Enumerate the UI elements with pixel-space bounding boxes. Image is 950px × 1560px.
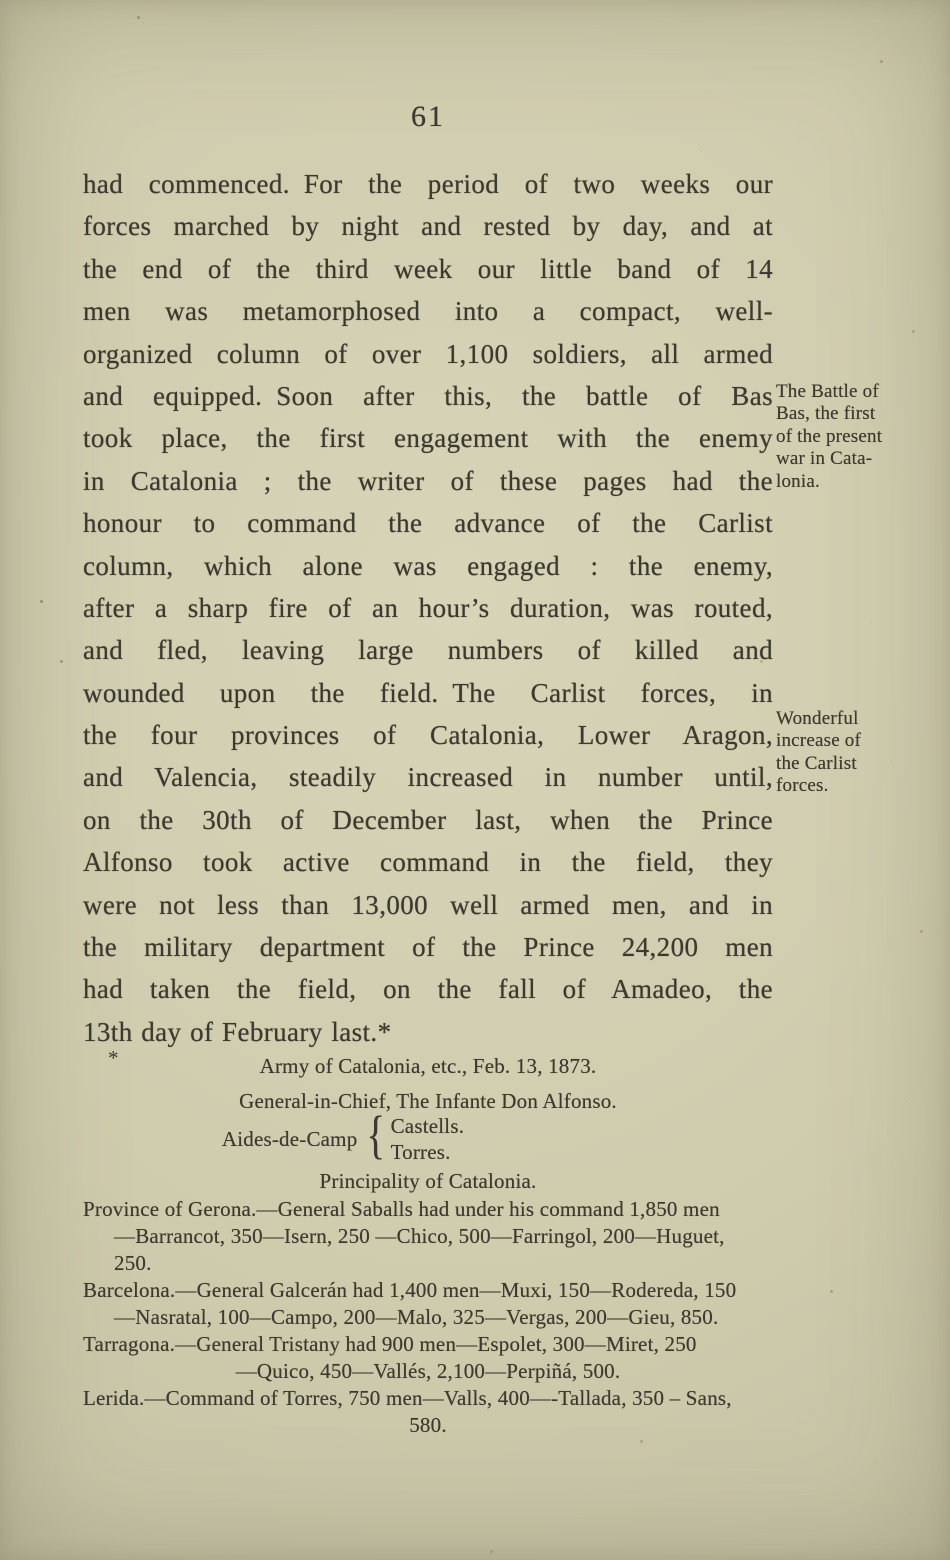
body-line: took place, the first engagement with the enemy [83, 423, 773, 454]
aides-label: Aides-de-Camp [221, 1126, 358, 1151]
body-line: organized column of over 1,100 soldiers, all armed [83, 338, 773, 369]
footnote-entry-lerida: Lerida.—Command of Torres, 750 men—Valls, 400—-Tallada, 350 – Sans, [83, 1386, 732, 1410]
footnote-entry: —Barrancot, 350—Isern, 250 —Chico, 500—Farringol, 200—Huguet, [114, 1224, 725, 1248]
footnote-entry: —Nasratal, 100—Campo, 200—Malo, 325—Vergas, 200—Gieu, 850. [114, 1305, 719, 1329]
margin-note-line: The Battle of [776, 381, 879, 402]
margin-note-carlist-increase [776, 708, 944, 798]
footnote-entry: 580. [409, 1413, 447, 1437]
body-line: the end of the third week our little band of 14 [83, 253, 773, 284]
aide-name: Torres. [390, 1140, 451, 1164]
footnote-entry: —Quico, 450—Vallés, 2,100—Perpiñá, 500. [235, 1359, 621, 1383]
margin-note-line: forces. [776, 775, 829, 797]
margin-note-line: increase of [776, 730, 862, 752]
footnote-marker: * [108, 1046, 119, 1070]
body-line: 13th day of February last.* [83, 1016, 392, 1047]
footnote-general-in-chief: General-in-Chief, The Infante Don Alfonso. [239, 1089, 617, 1113]
page-number: 61 [411, 100, 445, 133]
aides-names [391, 1113, 465, 1165]
footnote-entries [83, 1196, 773, 1439]
body-line: on the 30th of December last, when the Prince [83, 804, 773, 835]
footnote-entry-tarragona: Tarragona.—General Tristany had 900 men—Espolet, 300—Miret, 250 [83, 1332, 697, 1356]
body-line: after a sharp fire of an hour’s duration, was routed, [83, 592, 773, 623]
aide-name: Castells. [390, 1114, 465, 1138]
body-line: forces marched by night and rested by day, and at [83, 211, 773, 242]
margin-note-line: lonia. [776, 470, 820, 492]
footnote-section-title: Principality of Catalonia. [319, 1169, 537, 1193]
footnote-entry: 250. [114, 1251, 152, 1275]
margin-note-line: Bas, the first [776, 403, 876, 425]
footnote-army-heading: Army of Catalonia, etc., Feb. 13, 1873. [259, 1054, 597, 1078]
body-line: the military department of the Prince 24,200 men [83, 932, 773, 963]
body-line: wounded upon the field. The Carlist forces, in [83, 677, 773, 708]
body-line: Alfonso took active command in the field, they [83, 847, 773, 878]
footnote-aides-de-camp [0, 1106, 688, 1166]
footnote-entry-barcelona: Barcelona.—General Galcerán had 1,400 men—Muxi, 150—Rodereda, 150 [83, 1278, 737, 1302]
margin-note-battle-of-bas [776, 381, 944, 493]
body-line: had commenced. For the period of two weeks our [83, 169, 773, 199]
body-text [83, 163, 773, 1053]
body-line: in Catalonia ; the writer of these pages had the [83, 465, 773, 496]
margin-note-line: the Carlist [776, 752, 857, 774]
body-line: and equipped. Soon after this, the battle of Bas [83, 380, 773, 411]
margin-note-line: Wonderful [776, 708, 859, 729]
body-line: column, which alone was engaged : the enemy, [83, 550, 773, 581]
body-line: and fled, leaving large numbers of killed and [83, 635, 773, 666]
body-line: and Valencia, steadily increased in number until, [83, 762, 773, 793]
paper-specks [137, 16, 140, 19]
margin-note-line: of the present [776, 425, 883, 447]
body-line: honour to command the advance of the Carlist [83, 508, 773, 539]
margin-note-line: war in Cata- [776, 448, 873, 470]
body-line: the four provinces of Catalonia, Lower Aragon, [83, 720, 773, 751]
brace-glyph: { [366, 1106, 386, 1165]
footnote-entry-gerona: Province of Gerona.—General Saballs had under his command 1,850 men [83, 1197, 720, 1221]
body-line: men was metamorphosed into a compact, well- [83, 296, 773, 327]
body-line: were not less than 13,000 well armed men, and in [83, 889, 773, 920]
body-line: had taken the field, on the fall of Amadeo, the [83, 974, 773, 1005]
